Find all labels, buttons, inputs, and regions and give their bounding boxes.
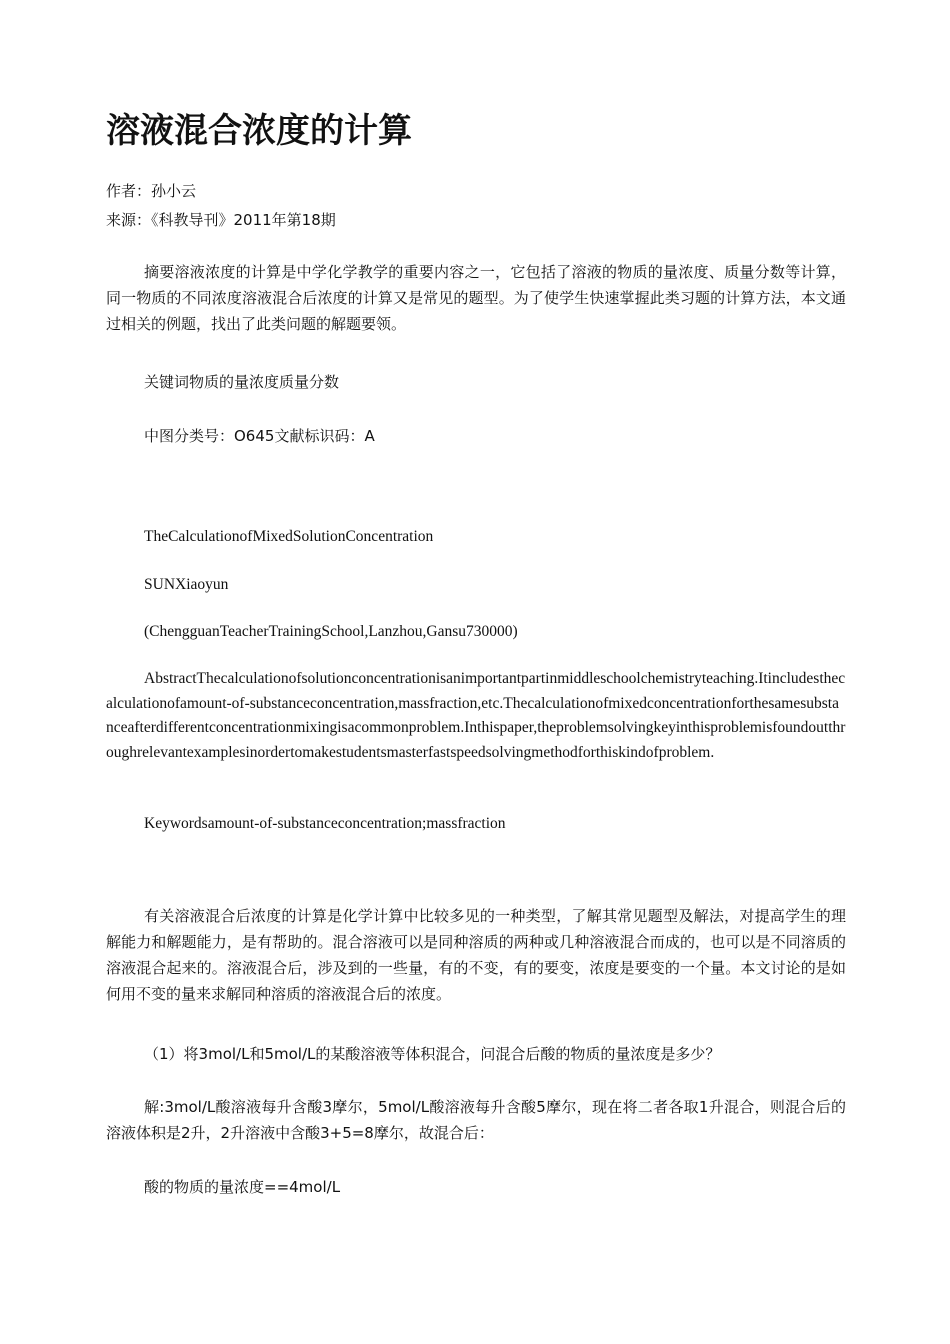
affiliation-en: (ChengguanTeacherTrainingSchool,Lanzhou,Gansu730000) [144,623,518,640]
question-1: （1）将3mol/L和5mol/L的某酸溶液等体积混合，问混合后酸的物质的量浓度是多少？ [144,1045,721,1063]
author-en: SUNXiaoyun [144,576,229,593]
source-line: 来源：《科教导刊》2011年第18期 [106,211,336,229]
author-line: 作者：孙小云 [106,182,197,200]
article-title: 溶液混合浓度的计算 [106,111,412,151]
title-en: TheCalculationofMixedSolutionConcentration [144,528,434,545]
solution-1: 解:3mol/L酸溶液每升含酸3摩尔，5mol/L酸溶液每升含酸5摩尔，现在将二者各取1升混合，则混合后的溶液体积是2升，2升溶液中含酸3+5=8摩尔，故混合后： [106,1098,846,1142]
abstract-cn: 摘要溶液浓度的计算是中学化学教学的重要内容之一，它包括了溶液的物质的量浓度、质量分数等计算，同一物质的不同浓度溶液混合后浓度的计算又是常见的题型。为了使学生快速掌握此类习题的计算方法，本文通过相关的例题，找出了此类问题的解题要领。 [106,263,846,333]
classification-line: 中图分类号：O645文献标识码：A [144,427,375,445]
keywords-en: Keywordsamount-of-substanceconcentration;massfraction [144,815,506,832]
intro-paragraph: 有关溶液混合后浓度的计算是化学计算中比较多见的一种类型，了解其常见题型及解法，对提高学生的理解能力和解题能力，是有帮助的。混合溶液可以是同种溶质的两种或几种溶液混合而成的，也可以是不同溶质的溶液混合起来的。溶液混合后，涉及到的一些量，有的不变，有的要变，浓度是要变的一个量。本文讨论的是如何用不变的量来求解同种溶质的溶液混合后的浓度。 [106,907,846,1003]
abstract-en: AbstractThecalculationofsolutionconcentrationisanimportantpartinmiddleschoolchemistryteaching.Itincludesthecalculationofamount-of-substanceconcentration,massfraction,etc.Thecalculationofmixedconcentrationforthesamesubstanceafterdifferentconcentrationmixingisacommonproblem.Inthispaper,theproblemsolvingkeyinthisproblemisfoundoutthroughrelevantexamplesinordertomakestudentsmasterfastspeedsolvingmethodforthiskindofproblem. [106,670,846,761]
result-1: 酸的物质的量浓度==4mol/L [144,1178,341,1196]
keywords-cn: 关键词物质的量浓度质量分数 [144,373,340,391]
